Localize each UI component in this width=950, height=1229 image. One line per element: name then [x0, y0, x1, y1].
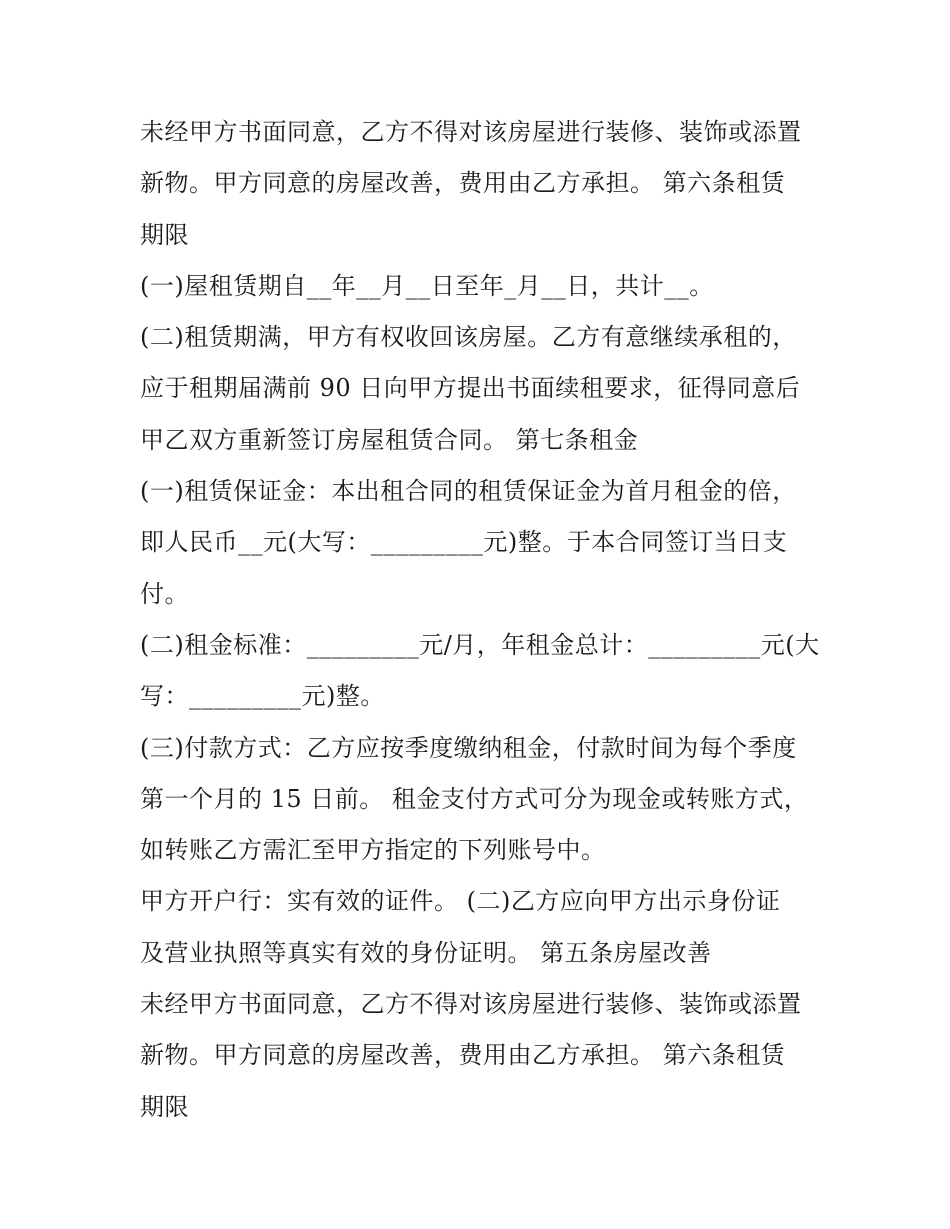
text-line: 甲乙双方重新签订房屋租赁合同。 第七条租金: [140, 425, 639, 454]
text-line: (一)屋租赁期自__年__月__日至年_月__日，共计__。: [140, 271, 714, 300]
text-line: (一)租赁保证金：本出租合同的租赁保证金为首月租金的倍，: [140, 477, 797, 506]
text-line: (二)租金标准：_________元/月，年租金总计：_________元(大: [140, 630, 820, 659]
text-line: 新物。甲方同意的房屋改善，费用由乙方承担。 第六条租赁: [140, 1041, 786, 1070]
text-line: 新物。甲方同意的房屋改善，费用由乙方承担。 第六条租赁: [140, 169, 786, 198]
text-line: 未经甲方书面同意，乙方不得对该房屋进行装修、装饰或添置: [140, 990, 802, 1019]
text-line: (三)付款方式：乙方应按季度缴纳租金，付款时间为每个季度: [140, 733, 797, 762]
text-line: 未经甲方书面同意，乙方不得对该房屋进行装修、装饰或添置: [140, 118, 802, 146]
text-line: 期限: [140, 220, 189, 249]
text-line: 期限: [140, 1092, 189, 1121]
text-line: 付。: [140, 579, 189, 608]
text-line: 如转账乙方需汇至甲方指定的下列账号中。: [140, 836, 606, 865]
contract-text-body: [140, 107, 830, 1133]
text-line: 写：_________元)整。: [140, 682, 385, 711]
text-line: 甲方开户行：实有效的证件。 (二)乙方应向甲方出示身份证: [140, 887, 781, 916]
text-line: 即人民币__元(大写：_________元)整。于本合同签订当日支: [140, 528, 788, 557]
text-line: 应于租期届满前 90 日向甲方提出书面续租要求，征得同意后: [140, 374, 801, 403]
text-line: 第一个月的 15 日前。 租金支付方式可分为现金或转账方式，: [140, 784, 809, 813]
text-line: (二)租赁期满，甲方有权收回该房屋。乙方有意继续承租的，: [140, 323, 797, 352]
text-line: 及营业执照等真实有效的身份证明。 第五条房屋改善: [140, 938, 712, 967]
